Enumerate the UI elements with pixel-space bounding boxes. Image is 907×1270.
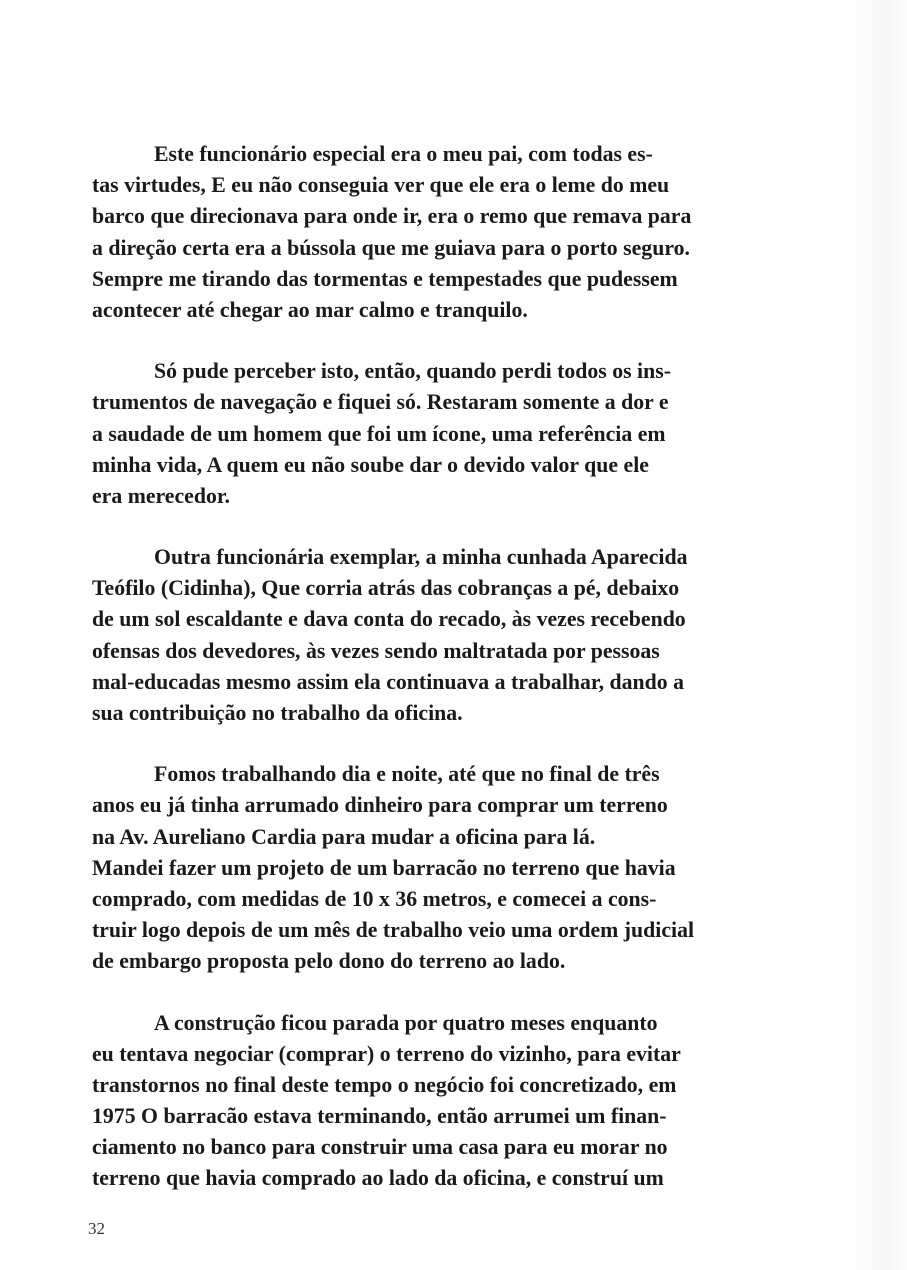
text-line: Este funcionário especial era o meu pai, com todas es- [154,142,653,166]
text-line: mal-educadas mesmo assim ela continuava a trabalhar, dando a [92,669,684,694]
text-line: anos eu já tinha arrumado dinheiro para comprar um terreno [92,793,668,818]
text-line: a direção certa era a bússola que me guiava para o porto seguro. [92,235,690,260]
text-line: minha vida, A quem eu não soube dar o devido valor que ele [92,452,649,477]
text-line: A construção ficou parada por quatro meses enquanto [154,1010,658,1035]
text-line: Fomos trabalhando dia e noite, até que no final de três [154,762,660,787]
text-line: era merecedor. [92,483,230,508]
text-line: 1975 O barracão estava terminando, então arrumei um finan- [92,1104,667,1129]
text-line: eu tentava negociar (comprar) o terreno do vizinho, para evitar [92,1041,681,1066]
text-line: comprado, com medidas de 10 x 36 metros, e comecei a cons- [92,886,657,911]
text-line: ciamento no banco para construir uma casa para eu morar no [92,1135,668,1160]
text-line: ofensas dos devedores, às vezes sendo maltratada por pessoas [92,638,660,663]
page-number: 32 [88,1219,105,1238]
paragraph-2 [92,356,764,512]
text-line: Teófilo (Cidinha), Que corria atrás das cobranças a pé, debaixo [92,576,680,601]
paragraph-4 [92,759,764,977]
text-line: Só pude perceber isto, então, quando perdi todos os ins- [154,359,671,384]
paragraph-3 [92,542,764,729]
page-edge-shadow [847,0,907,1270]
paragraph-1 [92,139,764,326]
text-line: Mandei fazer um projeto de um barracão no terreno que havia [92,855,676,880]
text-line: de um sol escaldante e dava conta do recado, às vezes recebendo [92,607,686,632]
text-line: tas virtudes, E eu não conseguia ver que ele era o leme do meu [92,173,670,198]
text-line: transtornos no final deste tempo o negócio foi concretizado, em [92,1072,677,1097]
text-line: truir logo depois de um mês de trabalho veio uma ordem judicial [92,918,695,943]
text-line: barco que direcionava para onde ir, era o remo que remava para [92,204,692,229]
text-line: acontecer até chegar ao mar calmo e tranquilo. [92,297,528,322]
paragraph-5 [92,1008,764,1195]
text-line: trumentos de navegação e fiquei só. Restaram somente a dor e [92,390,669,415]
text-line: a saudade de um homem que foi um ícone, uma referência em [92,421,666,446]
text-line: sua contribuição no trabalho da oficina. [92,701,463,725]
text-line: Sempre me tirando das tormentas e tempestades que pudessem [92,266,678,291]
text-line: de embargo proposta pelo dono do terreno ao lado. [92,949,566,974]
body-text [92,139,764,1225]
text-line: Outra funcionária exemplar, a minha cunhada Aparecida [154,545,688,570]
text-line: na Av. Aureliano Cardia para mudar a oficina para lá. [92,824,596,849]
text-line: terreno que havia comprado ao lado da oficina, e construí um [92,1166,664,1191]
